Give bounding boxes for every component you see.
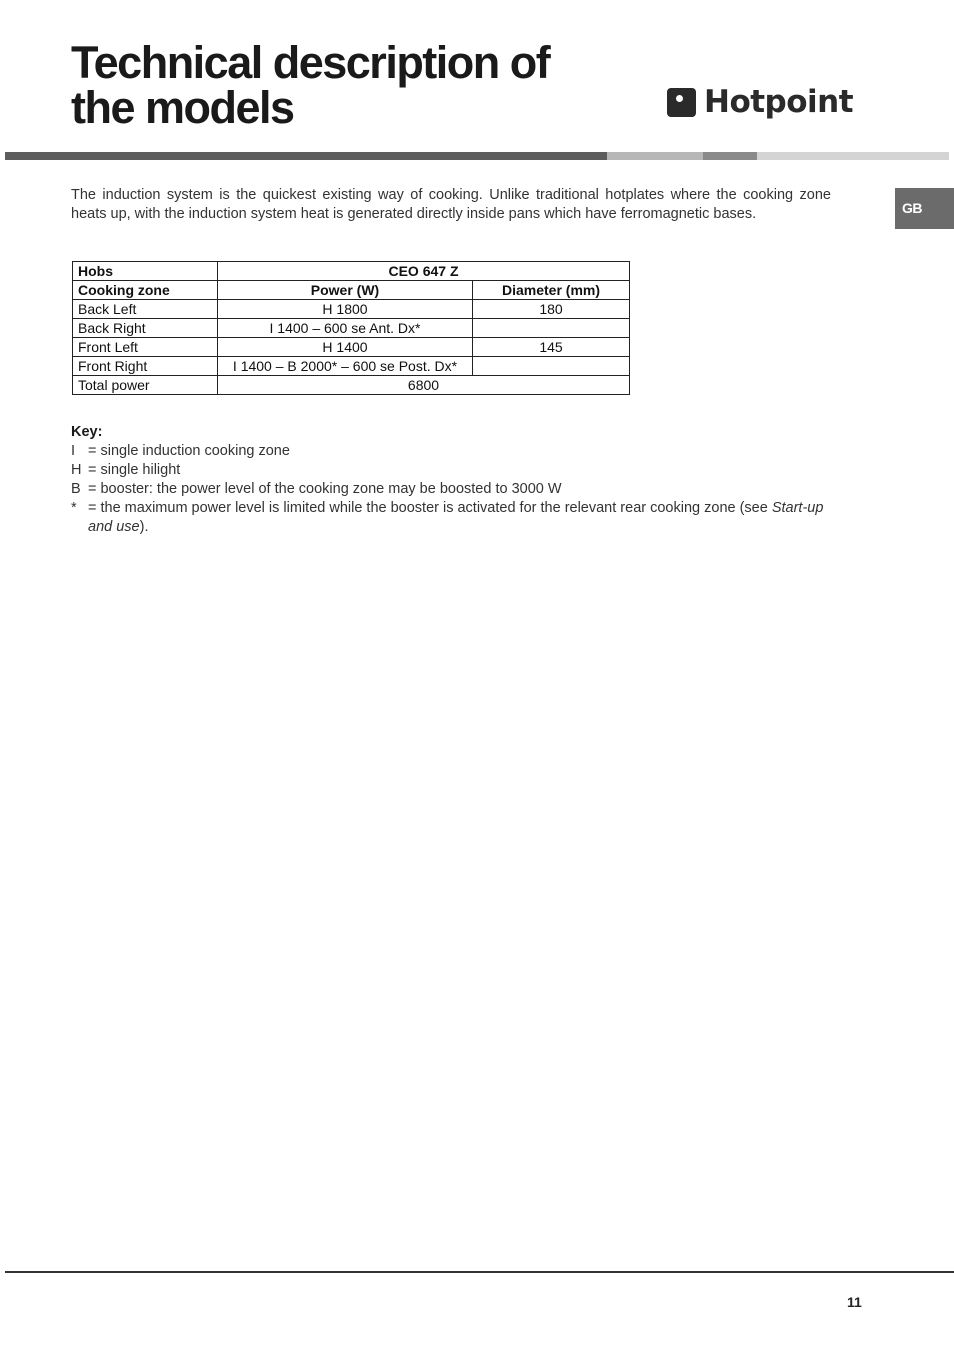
key-suffix: ). [139, 519, 149, 535]
power-cell: H 1800 [218, 300, 473, 319]
header-bar-segment [607, 152, 703, 160]
diameter-cell: 180 [473, 300, 630, 319]
key-symbol: H [71, 462, 82, 478]
page-number: 11 [847, 1294, 862, 1310]
zone-cell: Front Left [73, 338, 218, 357]
diameter-cell [473, 319, 630, 338]
footer-rule [5, 1271, 954, 1273]
diameter-cell [473, 357, 630, 376]
total-value: 6800 [218, 376, 630, 395]
diameter-cell: 145 [473, 338, 630, 357]
header-bar-segment [5, 152, 607, 160]
key-text: = the maximum power level is limited while the booster is activated for the relevant rear cooking zone (see [88, 500, 768, 516]
table-row [73, 319, 630, 338]
spec-table [72, 261, 630, 395]
key-symbol: * [71, 500, 77, 516]
title-line-2: the models [71, 82, 294, 133]
key-symbol: I [71, 443, 76, 459]
table-row [73, 357, 630, 376]
header-bar-segment [757, 152, 949, 160]
key-reference: Start-up and use [88, 500, 824, 535]
zone-cell: Back Left [73, 300, 218, 319]
key-section [71, 423, 846, 537]
key-item [71, 461, 846, 480]
power-cell: H 1400 [218, 338, 473, 357]
brand-name: Hotpoint [704, 84, 854, 120]
column-header-zone: Cooking zone [73, 281, 218, 300]
key-text: = single hilight [88, 462, 181, 478]
table-column-header-row [73, 281, 630, 300]
zone-cell: Back Right [73, 319, 218, 338]
power-cell: I 1400 – B 2000* – 600 se Post. Dx* [218, 357, 473, 376]
column-header-diameter: Diameter (mm) [473, 281, 630, 300]
key-item [71, 442, 846, 461]
table-total-row [73, 376, 630, 395]
model-name: CEO 647 Z [218, 262, 630, 281]
table-row [73, 338, 630, 357]
key-text: = booster: the power level of the cooking zone may be boosted to 3000 W [88, 481, 562, 497]
brand-logo-icon [667, 88, 696, 117]
key-text: = single induction cooking zone [88, 443, 290, 459]
key-item [71, 499, 846, 537]
header-bar-segment [703, 152, 757, 160]
zone-cell: Front Right [73, 357, 218, 376]
key-text-wrapper [88, 499, 846, 537]
key-title: Key: [71, 424, 103, 440]
total-label: Total power [73, 376, 218, 395]
page-title [71, 37, 550, 133]
title-line-1: Technical description of [71, 37, 550, 88]
key-item [71, 480, 846, 499]
power-cell: I 1400 – 600 se Ant. Dx* [218, 319, 473, 338]
hobs-label: Hobs [73, 262, 218, 281]
brand-logo [667, 84, 853, 120]
intro-paragraph: The induction system is the quickest existing way of cooking. Unlike traditional hotplates where the cooking zone heats up, with the induction system heat is generated directly inside pans which have ferromagnetic bases. [71, 187, 831, 222]
column-header-power: Power (W) [218, 281, 473, 300]
table-header-row [73, 262, 630, 281]
table-row [73, 300, 630, 319]
key-symbol: B [71, 481, 81, 497]
language-tab: GB [895, 188, 954, 229]
